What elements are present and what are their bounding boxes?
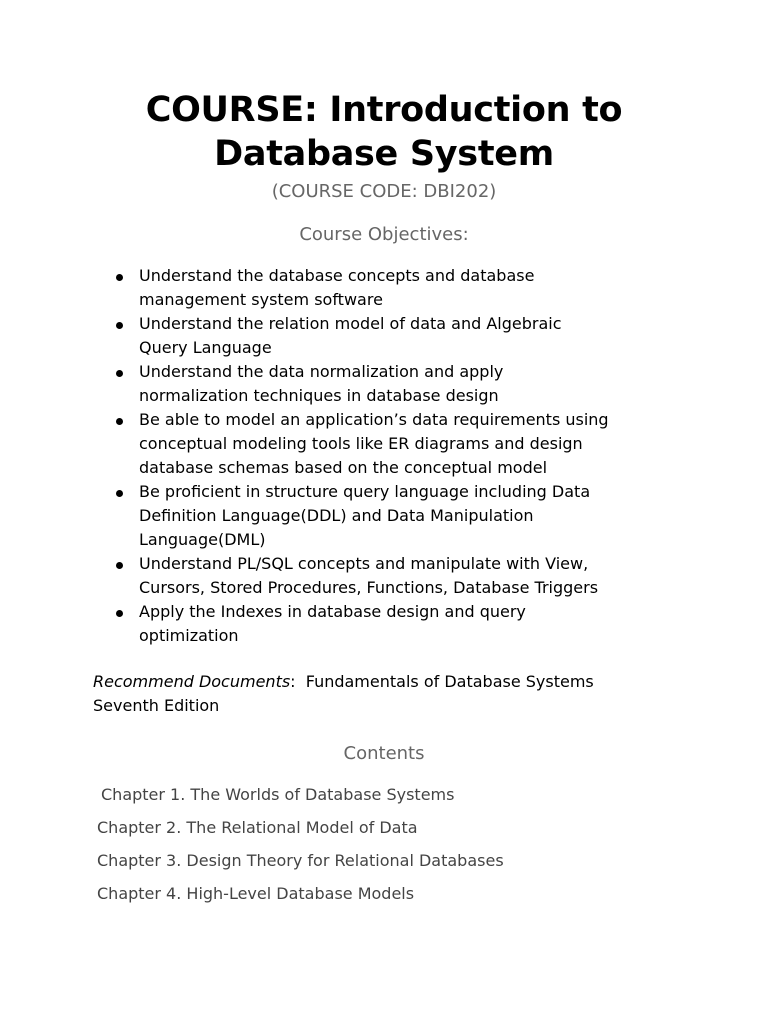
bullet-icon [116, 274, 123, 281]
bullet-icon [116, 418, 123, 425]
objective-line: Understand the database concepts and database [139, 266, 535, 285]
objective-line: Understand the data normalization and apply [139, 362, 504, 381]
chapter-item: Chapter 1. The Worlds of Database Systems [101, 785, 455, 804]
objective-line: Be able to model an application’s data requirements using [139, 410, 609, 429]
recommended-documents-line-2: Seventh Edition [93, 696, 220, 715]
objective-item [116, 312, 696, 360]
bullet-icon [116, 322, 123, 329]
contents-heading: Contents [343, 743, 425, 764]
chapter-item: Chapter 2. The Relational Model of Data [97, 818, 418, 837]
objective-line: Language(DML) [139, 530, 266, 549]
objective-line: Understand PL/SQL concepts and manipulate with View, [139, 554, 589, 573]
objective-line: Apply the Indexes in database design and query [139, 602, 526, 621]
objective-line: database schemas based on the conceptual model [139, 458, 548, 477]
chapter-item: Chapter 4. High-Level Database Models [97, 884, 415, 903]
objective-line: management system software [139, 290, 383, 309]
recommended-documents-label: Recommend Documents [93, 672, 291, 691]
objective-line: normalization techniques in database design [139, 386, 499, 405]
objective-line: Understand the relation model of data and Algebraic [139, 314, 562, 333]
objective-item [116, 360, 696, 408]
recommended-documents [93, 670, 693, 718]
bullet-icon [116, 562, 123, 569]
objective-line: Query Language [139, 338, 272, 357]
objective-line: Be proficient in structure query language including Data [139, 482, 591, 501]
recommended-documents-line-1 [93, 670, 693, 694]
course-title [60, 88, 708, 176]
objective-item [116, 264, 696, 312]
objective-item [116, 480, 696, 552]
course-title-line-2: Database System [214, 134, 554, 174]
bullet-icon [116, 490, 123, 497]
course-code: (COURSE CODE: DBI202) [271, 181, 497, 202]
objective-line: Cursors, Stored Procedures, Functions, Database Triggers [139, 578, 599, 597]
recommended-documents-separator: : [290, 672, 306, 691]
objective-line: optimization [139, 626, 239, 645]
objectives-list [116, 264, 696, 648]
objective-line: Definition Language(DDL) and Data Manipulation [139, 506, 534, 525]
objective-item [116, 552, 696, 600]
recommended-documents-text: Fundamentals of Database Systems [305, 672, 594, 691]
chapter-item: Chapter 3. Design Theory for Relational Databases [97, 851, 504, 870]
objectives-heading: Course Objectives: [299, 224, 469, 245]
objective-line: conceptual modeling tools like ER diagrams and design [139, 434, 583, 453]
course-title-line-1: COURSE: Introduction to [145, 90, 623, 130]
bullet-icon [116, 370, 123, 377]
objective-item [116, 408, 696, 480]
bullet-icon [116, 610, 123, 617]
objective-item [116, 600, 696, 648]
